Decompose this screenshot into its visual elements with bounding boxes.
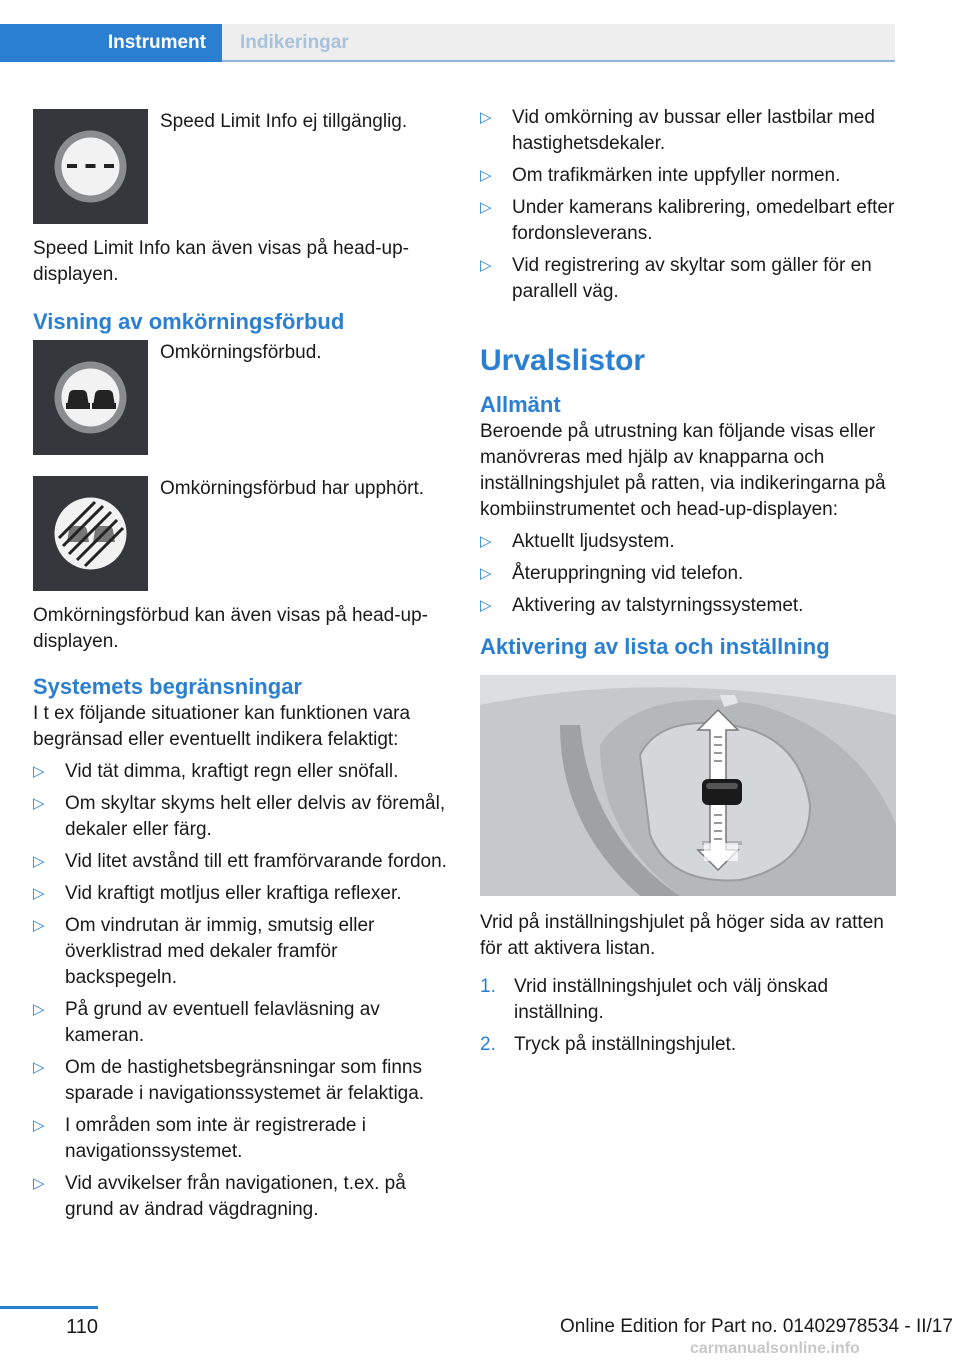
heading-overtaking: Visning av omkörningsförbud <box>33 309 345 334</box>
sign-row-overtaking-end <box>33 476 447 591</box>
list-item: 1. Vrid inställningshjulet och välj önskad inställning. <box>480 976 829 1023</box>
bullet-arrow-icon: ▷ <box>480 565 492 582</box>
bullet-arrow-icon: ▷ <box>480 167 492 184</box>
list-item: ▷ Vid omkörning av bussar eller lastbilar med hastighetsdekaler. <box>480 107 875 154</box>
heading-limits: Systemets begränsningar <box>33 674 302 699</box>
limits-intro: I t ex följande situationer kan funktionen vara begränsad eller eventuellt indikera felaktigt: <box>33 703 411 750</box>
no-overtaking-icon <box>33 340 148 455</box>
bullet-arrow-icon: ▷ <box>33 795 45 812</box>
bullet-arrow-icon: ▷ <box>33 763 45 780</box>
heading-activate: Aktivering av lista och inställning <box>480 634 830 659</box>
bullet-arrow-icon: ▷ <box>33 853 45 870</box>
sign-unavailable-text: Speed Limit Info ej tillgänglig. <box>160 111 408 132</box>
tab-instrument-label: Instrument <box>107 32 206 53</box>
bullet-arrow-icon: ▷ <box>480 597 492 614</box>
right-column <box>480 100 896 1064</box>
bullet-arrow-icon: ▷ <box>480 533 492 550</box>
limits-list-continued <box>480 105 896 305</box>
bullet-arrow-icon: ▷ <box>480 257 492 274</box>
list-item: 2. Tryck på inställningshjulet. <box>480 1032 896 1058</box>
bullet-arrow-icon: ▷ <box>480 109 492 126</box>
bullet-arrow-icon: ▷ <box>33 1001 45 1018</box>
bullet-arrow-icon: ▷ <box>33 885 45 902</box>
list-item: ▷ På grund av eventuell felavläsning av kameran. <box>33 999 380 1046</box>
list-item: ▷ Om skyltar skyms helt eller delvis av föremål, dekaler eller färg. <box>33 793 446 840</box>
tab-indikeringar-label: Indikeringar <box>240 32 349 53</box>
left-column <box>33 100 447 1229</box>
heading-general: Allmänt <box>480 392 561 417</box>
heading-lists: Urvalslistor <box>480 344 646 377</box>
list-item: ▷ Aktuellt ljudsystem. <box>480 529 896 555</box>
sign-row-overtaking <box>33 340 447 455</box>
list-item: ▷ Vid tät dimma, kraftigt regn eller snöfall. <box>33 759 447 785</box>
steps-list <box>480 974 896 1058</box>
step-number: 1. <box>480 976 496 997</box>
list-item: ▷ Vid kraftigt motljus eller kraftiga reflexer. <box>33 881 447 907</box>
tab-indikeringar[interactable] <box>222 24 895 62</box>
sign-row-unavailable <box>33 109 447 224</box>
sign-overtaking-text: Omkörningsförbud. <box>160 342 322 363</box>
list-item: ▷ I områden som inte är registrerade i navigationssystemet. <box>33 1115 366 1162</box>
general-text: Beroende på utrustning kan följande visas eller manövreras med hjälp av knapparna och inställningshjulet på ratten, via indikeringarna på kombiinstrumentet och head-up-displayen: <box>480 421 886 520</box>
activate-text: Vrid på inställningshjulet på höger sida av ratten för att aktivera listan. <box>480 912 884 959</box>
list-item: ▷ Aktivering av talstyrningssystemet. <box>480 593 896 619</box>
bullet-arrow-icon: ▷ <box>33 1117 45 1134</box>
page-number: 110 <box>66 1316 98 1338</box>
speed-limit-unavailable-icon <box>33 109 148 224</box>
list-item: ▷ Vid litet avstånd till ett framförvarande fordon. <box>33 849 447 875</box>
bullet-arrow-icon: ▷ <box>33 1059 45 1076</box>
general-list <box>480 529 896 619</box>
footer-accent-line <box>0 1306 98 1309</box>
list-item: ▷ Vid registrering av skyltar som gäller för en parallell väg. <box>480 255 872 302</box>
bullet-arrow-icon: ▷ <box>33 917 45 934</box>
step-number: 2. <box>480 1034 496 1055</box>
list-item: ▷ Om trafikmärken inte uppfyller normen. <box>480 163 896 189</box>
end-no-overtaking-icon <box>33 476 148 591</box>
header-divider <box>222 60 895 62</box>
steering-wheel-photo <box>480 675 896 896</box>
edition-text: Online Edition for Part no. 01402978534 - II/17 <box>560 1316 953 1337</box>
limits-list <box>33 759 447 1223</box>
para-overtaking-hud: Omkörningsförbud kan även visas på head-up-displayen. <box>33 605 429 652</box>
list-item: ▷ Om vindrutan är immig, smutsig eller överklistrad med dekaler framför backspegeln. <box>33 915 375 988</box>
para-speed-limit-hud: Speed Limit Info kan även visas på head-up-displayen. <box>33 238 410 285</box>
list-item: ▷ Under kamerans kalibrering, omedelbart efter fordonsleverans. <box>480 197 895 244</box>
list-item: ▷ Vid avvikelser från navigationen, t.ex. på grund av ändrad vägdragning. <box>33 1173 406 1220</box>
bullet-arrow-icon: ▷ <box>480 199 492 216</box>
list-item: ▷ Återuppringning vid telefon. <box>480 561 896 587</box>
bullet-arrow-icon: ▷ <box>33 1175 45 1192</box>
tab-instrument[interactable] <box>0 24 222 62</box>
watermark: carmanualsonline.info <box>690 1340 860 1357</box>
sign-overtaking-end-text: Omkörningsförbud har upphört. <box>160 478 425 499</box>
list-item: ▷ Om de hastighetsbegränsningar som finns sparade i navigationssystemet är felaktiga. <box>33 1057 425 1104</box>
